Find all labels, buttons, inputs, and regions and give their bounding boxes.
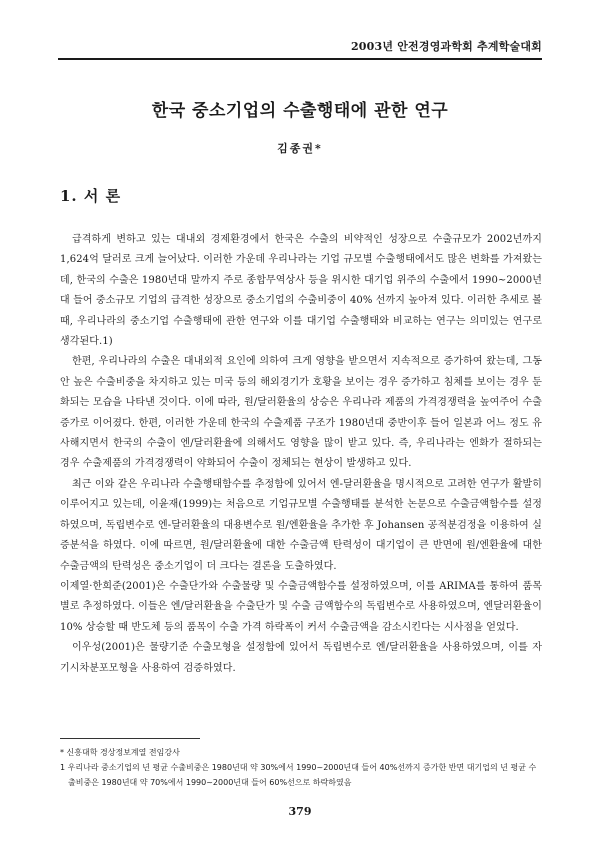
footnote-affiliation: * 신흥대학 경상정보계열 전임강사 bbox=[60, 748, 180, 757]
author-name: 김종권* bbox=[277, 142, 323, 155]
paragraph: 이우성(2001)은 물량기준 수출모형을 설정함에 있어서 독립변수로 엔/달러환율을 사용하였으며, 이를 자기시차분포모형을 사용하여 검증하였다. bbox=[60, 642, 542, 674]
body-text bbox=[60, 230, 542, 679]
header-rule bbox=[58, 58, 542, 60]
section-heading: 1. 서 론 bbox=[60, 187, 122, 205]
footnote-1: 1 우리나라 중소기업의 년 평균 수출비중은 1980년대 약 30%에서 1990~2000년대 들어 40%선까지 증가한 반면 대기업의 년 평균 수출비중은 1980년대 약 70%에서 1990~2000년대 들어 60%선으로 하락하였음 bbox=[60, 763, 537, 787]
page-number: 379 bbox=[288, 805, 312, 818]
paragraph: 한편, 우리나라의 수출은 대내외적 요인에 의하여 크게 영향을 받으면서 지속적으로 증가하여 왔는데, 그동안 높은 수출비중을 차지하고 있는 미국 등의 해외경기가 호황을 보이는 경우 증가하고 침체를 보이는 경우 둔화되는 모습을 나타낸 것이다. 이에 따라, 원/달러환율의 상승은 우리나라 제품의 가격경쟁력을 높여주어 수출증가로 이어졌다. 한편, 이러한 가운데 한국의 수출제품 구조가 1980년대 중반이후 들어 일본과 어느 정도 유사해지면서 한국의 수출이 엔/달러환율에 의해서도 영향을 많이 받고 있다. 즉, 우리나라는 엔화가 절하되는 경우 수출제품의 가격경쟁력이 약화되어 수출이 정체되는 현상이 발생하고 있다. bbox=[60, 356, 542, 470]
footnotes bbox=[60, 738, 542, 790]
paragraph: 최근 이와 같은 우리나라 수출행태함수를 추정함에 있어서 엔-달러환율을 명시적으로 고려한 연구가 활발히 이루어지고 있는데, 이윤재(1999)는 처음으로 기업규모별 수출행태를 분석한 논문으로 수출금액함수를 설정하였으며, 독립변수로 엔-달러환율의 대용변수로 원/엔환율을 추가한 후 Johansen 공적분검정을 이용하여 실증분석을 하였다. 이에 따르면, 원/달러환율에 대한 수출금액 탄력성이 대기업이 큰 반면에 원/엔환율에 대한 수출금액의 탄력성은 중소기업이 더 크다는 결론을 도출하였다. bbox=[60, 478, 542, 572]
footnote-rule bbox=[60, 738, 200, 739]
running-head: 2003년 안전경영과학회 추계학술대회 bbox=[350, 40, 542, 53]
paper-title: 한국 중소기업의 수출행태에 관한 연구 bbox=[151, 101, 449, 121]
paragraph: 급격하게 변하고 있는 대내외 경제환경에서 한국은 수출의 비약적인 성장으로 수출규모가 2002년까지 1,624억 달러로 크게 늘어났다. 이러한 가운데 우리나라는 기업 규모별 수출행태에서도 많은 변화를 가져왔는데, 한국의 수출은 1980년대 말까지 주로 종합무역상사 등을 위시한 대기업 위주의 수출에서 1990~2000년대 들어 중소규모 기업의 급격한 성장으로 중소기업의 수출비중이 40% 선까지 높아져 있다. 이러한 추세로 볼 때, 우리나라의 중소기업 수출행태에 관한 연구와 이를 대기업 수출행태와 비교하는 연구는 의미있는 연구로 생각된다.1) bbox=[60, 234, 542, 348]
paragraph: 이제열·한희준(2001)은 수출단가와 수출물량 및 수출금액함수를 설정하였으며, 이를 ARIMA를 통하여 품목별로 추정하였다. 이들은 엔/달러환율을 수출단가 및 수출 금액함수의 독립변수로 사용하였으며, 엔달러환율이 10% 상승할 때 반도체 등의 품목이 수출 가격 하락폭이 커서 수출금액을 감소시킨다는 시사점을 얻었다. bbox=[60, 580, 543, 633]
